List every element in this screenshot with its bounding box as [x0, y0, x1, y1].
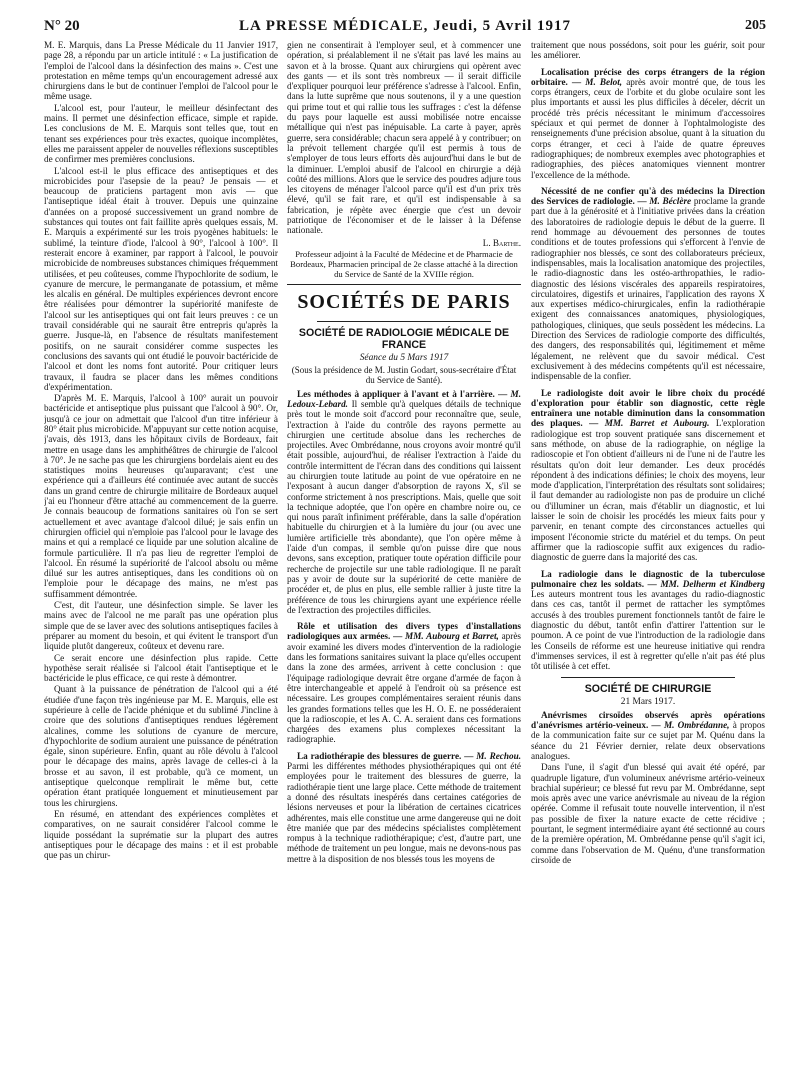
divider: [561, 677, 735, 678]
page-header: [44, 18, 766, 40]
paragraph: gien ne consentirait à l'employer seul, et à commencer une opération, si préalablement il ne s'était pas lavé les mains au savon et à la brosse. Quant aux chirurgiens qui opèrent avec des gants — et ils sont très nombreux — il serait difficile d'expliquer pourquoi leur préférence s'adresse à l'alcool. Enfin, dans la lutte suprême que nous soutenons, il y a une question qui prime tout et qui rallie tous les suffrages : c'est la défense du pays pour laquelle est aussi mobilisée notre encaisse métallique qui n'est pas inépuisable. La carte à payer, après guerre, sera considérable; chacun sera appelé à y contribuer; on la prévoit tellement chargée qu'il est permis à tous de s'employer de tous leurs efforts dès aujourd'hui dans le but de la diminuer. L'emploi abusif de l'alcool en chirurgie a déjà coûté des millions. Alors que le service des poudres adjure tous les citoyens de ménager l'alcool parce qu'il est d'un prix très élevé, qu'il se fait rare, et qu'il est indispensable à sa fabrication, je répète avec énergie que c'est un devoir patriotique de l'économiser et de le laisser à la Défense nationale.: [287, 40, 521, 236]
session-presidency: (Sous la présidence de M. Justin Godart, sous-secrétaire d'État du Service de Santé).: [291, 364, 517, 385]
session-date: 21 Mars 1917.: [620, 696, 676, 707]
communication-title: Les méthodes à appliquer à l'avant et à l'arrière.: [297, 388, 495, 399]
communication-title: Le radiologiste doit avoir le libre choix du procédé d'exploration pour établir son diagnostic, cette règle entraînera une notable diminution dans la consommation des plaques.: [531, 387, 765, 429]
divider: [287, 284, 521, 285]
communication-author: — M. Béclère: [637, 196, 692, 207]
communication-text: Parmi les différentes méthodes physiothérapiques qui ont été employées pour le traitement des blessures de guerre, la radiothérapie tient une large place. Cette méthode de traitement a donné des résultats inespérés dans certaines catégories de lésions nerveuses et pour la libération de certaines cicatrices adhérentes, mais elle constitue une arme dangereuse qui ne doit être maniée que par des médecins spécialistes complètement rompus à la technique radiothérapique; c'est, d'autre part, une méthode de traitement un peu longue, mais ne devons-nous pas mettre à la disposition de nos blessés tous les moyens de: [287, 761, 521, 864]
column-3: [531, 40, 765, 1070]
communication-title: Anévrismes cirsoïdes observés après opérations d'anévrismes artério-veineux.: [531, 709, 765, 731]
society-title: SOCIÉTÉ DE CHIRURGIE: [584, 682, 712, 695]
society-title: SOCIÉTÉ DE RADIOLOGIE MÉDICALE DE FRANCE: [298, 327, 510, 352]
communication-author: — MM. Delherm et Kindberg: [647, 578, 765, 589]
author-affiliation: Professeur adjoint à la Faculté de Médecine et de Pharmacie de Bordeaux, Pharmacien principal de 2e classe attaché à la direction du Service de Santé de la XVIIIe région.: [290, 248, 518, 279]
communication: [531, 710, 765, 761]
communication-title: Rôle et utilisation des divers types d'installations radiologiques aux armées.: [287, 621, 521, 642]
communication-title: Localisation précise des corps étrangers de la région orbitaire.: [531, 66, 765, 87]
journal-title: LA PRESSE MÉDICALE, Jeudi, 5 Avril 1917: [238, 18, 572, 34]
communication-text: L'exploration radiologique est trop souvent pratiquée sans discernement et sans méthode, on abuse de la radiographie, on néglige la radioscopie et l'on obtient d'ailleurs ni de l'une ni de l'autre les résultats qu'on doit leur demander. Les deux procédés répondent à des indications définies; le choix des moyens, leur mode d'application, l'interprétation des résultats sont solidaires; il faut demander au radiologiste non pas de produire un cliché ou d'illuminer un écran, mais d'établir un diagnostic, et lui laisser le soin de choisir les procédés les mieux faits pour y parvenir, en tenant compte des circonstances actuelles qui imposent l'économie stricte du matériel et du temps. On peut affirmer que la radioscopie suffit aux exigences du radio-diagnostic de guerre dans la majorité des cas.: [531, 418, 765, 563]
issue-number: N° 20: [44, 18, 80, 34]
column-2: [287, 40, 521, 1070]
paragraph: Quant à la puissance de pénétration de l'alcool qui a été étudiée d'une façon très ingénieuse par M. E. Marquis, elle est supérieure à celle de l'acide phénique et du sublimé J'incline à croire que des solutions d'antiseptiques rendues légèrement alcalines, comme les solutions de cyanure de mercure, d'hypochlorite de sodium auraient une puissance de pénétration égale, sinon supérieure. Enfin, quant au rôle dévolu à l'alcool pour le décapage des mains, après lavage de celles-ci à la brosse et au savon, il est probable, qu'à ce moment, un antiseptique quelconque remplirait le même but, cette opération étant pratiquée longuement et minutieusement par tous les chirurgiens.: [44, 684, 278, 808]
communication-text: à propos de la communication faite sur ce sujet par M. Quénu dans la séance du 21 Février dernier, relate deux observations analogues.: [531, 720, 765, 761]
paragraph: En résumé, en attendant des expériences complètes et comparatives, on ne saurait considérer l'alcool comme le liquide possédant la suprématie sur la plupart des autres antiseptiques pour le décapage des mains : et il est probable que pas un chirur-: [44, 808, 278, 861]
communication-author: — MM. Barret et Aubourg.: [589, 418, 710, 429]
communication: [531, 67, 765, 180]
communication-author: — M. Rechou.: [464, 750, 521, 761]
communication-title: Nécessité de ne confier qu'à des médecins la Direction des Services de radiologie.: [531, 185, 765, 207]
paragraph: traitement que nous possédons, soit pour les guérir, soit pour les améliorer.: [531, 40, 765, 61]
paragraph: C'est, dit l'auteur, une désinfection simple. Se laver les mains avec de l'alcool ne me paraît pas une opération plus simple que de se laver avec des solutions antiseptiques faciles à préparer au moment du besoin, et qui évitent le transport d'un liquide plutôt dangereux, coûteux et devenu rare.: [44, 600, 278, 652]
communication-text: proclame la grande part due à la générosité et à l'initiative privées dans la création des laboratoires de radiologie depuis le début de la guerre. Il rend hommage au dévouement des personnes de toutes conditions et de toutes professions qui s'efforcent à l'envie de radiographier nos blessés, ce sont des collaborateurs précieux, indispensables, mais la localisation anatomique des projectiles, le radio-diagnostic dans les ostéo-arthropathies, le radio-diagnostic des lésions viscérales des appareils respiratoires, circulatoires, digestifs et urinaires, l'application des rayons X aux expertises médico-chirurgicales, enfin la radiothérapie exigent des connaissances anatomiques, physiologiques, pathologiques, cliniques, que seuls possèdent les médecins. La Direction des Services de radiologie comporte des difficultés, des dangers, des responsabilités qui, légitimement et même légalement, ne relèvent que du savoir médical. C'est exclusivement à des médecins compétents qu'il est nécessaire, indispensable de la confier.: [531, 196, 765, 382]
communication-author: — M. Ledoux-Lebard.: [287, 388, 521, 409]
session-date: Séance du 5 Mars 1917: [359, 353, 449, 364]
communication: [531, 388, 765, 563]
communication-title: La radiologie dans le diagnostic de la tuberculose pulmonaire chez les soldats.: [531, 568, 765, 589]
communication-author: — M. Belot,: [571, 76, 623, 87]
paragraph: L'alcool est, pour l'auteur, le meilleur désinfectant des mains. Il permet une désinfection efficace, simple et rapide. Les conclusions de M. E. Marquis sont telles que, tout en tenant ses expériences pour très exactes, quoique incomplètes, elles me paraissent appeler de nouvelles réflexions susceptibles de confirmer mes premières conclusions.: [44, 102, 278, 165]
paragraph: Dans l'une, il s'agit d'un blessé qui avait été opéré, par quadruple ligature, d'un volumineux anévrisme artério-veineux brachial supérieur; ce blessé fut revu par M. Ombrédanne, sept mois après avec une varice anévrismale au niveau de la région opérée. Comme il refusait toute nouvelle intervention, il n'est pas possible de fixer la nature exacte de cette récidive ; pourtant, le segment intermédiaire ayant été sectionné au cours de la première opération, M. Ombrédanne pense qu'il s'agit ici, comme dans l'observation de M. Quénu, d'une transformation cirsoïde de: [531, 762, 765, 865]
communication: [531, 186, 765, 382]
communication-title: La radiothérapie des blessures de guerre.: [297, 750, 462, 761]
communication-text: Il semble qu'à quelques détails de technique près tout le monde soit d'accord pour reconnaître que, seule, l'extraction à l'aide du contrôle des rayons permette au chirurgien une certitude absolue dans les recherches de projectiles. Avec Ombrédanne, nous croyons avoir montré qu'il était possible, aujourd'hui, de réaliser l'extraction à l'aide du contrôle intermittent de l'écran dans des conditions qui laissent au chirurgien toute latitude au point de vue opératoire en ne l'exposant à aucun danger d'absorption de rayons X, s'il se conforme strictement à nos prescriptions. Mais, quelle que soit la technique adoptée, que l'on opère en chambre noire ou, ce qui nous paraît infiniment préférable, dans la salle d'opération habituelle du chirurgien et à la lumière du jour (ou avec une lumière artificielle très abondante), que l'on opère même à l'aide d'un compas, il semble qu'on puisse dire que nous devons, sans exception, pratiquer toute opération difficile pour recherche de projectile sur une table radiologique. Il ne paraît pas y avoir de doute sur la supériorité de cette manière de procéder et, de plus en plus, elle semble rallier à juste titre la préférence de tous les chirurgiens ayant une expérience réelle de l'extraction des projectiles difficiles.: [287, 398, 521, 615]
divider: [317, 321, 491, 322]
communication-author: — M. Ombrédanne,: [651, 720, 730, 731]
author-signature: L. Barthe.: [482, 237, 521, 248]
section-title: SOCIÉTÉS DE PARIS: [297, 291, 511, 314]
communication: [531, 569, 765, 672]
page-number: 205: [745, 18, 766, 33]
paragraph: D'après M. E. Marquis, l'alcool à 100° aurait un pouvoir bactéricide et antiseptique plus puissant que l'alcool à 90°. Or, jusqu'à ce jour on admettait que l'alcool d'un titre inférieur à 80° était plus microbicide. M'appuyant sur cette notion acquise, j'avais, dès 1913, dans les hôpitaux civils de Bordeaux, fait mettre en usage dans les amphithéâtres de chirurgie de l'alcool à 70°. Je ne sache pas que les chirurgiens bordelais aient eu des statistiques moins heureuses qu'auparavant; c'est une expérience qui a d'ailleurs été continuée avec autant de succès dans un grand centre de chirurgie militaire de Bordeaux auquel j'ai eu l'honneur d'être attaché au commencement de la guerre. Je connais beaucoup de formations sanitaires où l'on se sert actuellement et avec avantage d'alcool dilué; je sais enfin un chirurgien officiel qui n'emploie pas l'alcool pour le lavage des mains et qui a remplacé ce liquide par une solution alcaline de formule particulière. Il n'a pas lieu de regretter l'emploi de l'alcool. En résumé la supériorité de l'alcool absolu ou même dilué sur les autres antiseptiques, dans les conditions où on l'emploie pour le décapage des mains, ne m'est pas suffisamment démontrée.: [44, 393, 278, 599]
communication-author: — MM. Aubourg et Barret,: [393, 631, 499, 642]
communication: [287, 621, 521, 745]
communication-text: après avoir montré que, de tous les corps étrangers, ceux de l'orbite et du globe oculaire sont les plus importants et aussi les plus difficiles à déceler, décrit un procédé très précis nécessitant le minimum d'accessoires spéciaux et qui permet de donner à l'ophtalmologiste des renseignements d'une précision absolue, quant à la situation du corps étranger, et ceci à l'aide de quatre épreuves radiographiques; de nombreux exemples avec photographies et radiographies, des pièces anatomiques viennent montrer l'excellence de la méthode.: [531, 76, 765, 180]
paragraph: L'alcool est-il le plus efficace des antiseptiques et des microbicides pour l'asepsie de la peau? Je pensais — et beaucoup de praticiens partagent mon avis — que l'antiseptique idéal était à trouver. Depuis une quinzaine d'années on a proposé successivement un grand nombre de substances qui toutes ont fait faillite après quelques essais, M. E. Marquis a expérimenté sur les trois pyogènes habituels: le sublimé, la teinture d'iode, l'alcool à 90°, l'alcool à 100°. Il resterait encore à examiner, par rapport à l'alcool, le pouvoir microbicide de nombreuses substances chimiques fréquemment utilisées, et peu coûteuses, comme l'hypochlorite de sodium, le cyanure de mercure, le permanganate de potassium, et même les alcalis en général. De multiples expériences devront encore être réalisées pour démontrer la supériorité manifeste de l'alcool sur les antiseptiques qui ont fait leurs preuves : ce un travail considérable qui ne saurait être entrepris qu'après la guerre. Jusque-là, en l'absence de résultats manifestement positifs, on ne saurait considérer comme suspectes les conclusions des savants qui ont étudié le pouvoir bactéricide de l'alcool et dont les noms font autorité. Pour critiquer leurs travaux, il faudra se placer dans les mêmes conditions d'expérimentation.: [44, 165, 278, 392]
paragraph: M. E. Marquis, dans La Presse Médicale du 11 Janvier 1917, page 28, a répondu par un article intitulé : « La justification de l'emploi de l'alcool dans la désinfection des mains ». C'est une protestation en même temps qu'un encouragement adressé aux chirurgiens dans le but de continuer l'emploi de l'alcool pour le même usage.: [44, 40, 278, 102]
communication-text: Les auteurs montrent tous les avantages du radio-diagnostic dans ces cas, tantôt il permet de rattacher les symptômes accusés à des troubles purement fonctionnels tantôt de faire le diagnostic du début, tantôt enfin d'attirer l'attention sur le poumon. A ce point de vue l'introduction de la radiologie dans les Conseils de réforme est une heureuse initiative qui rendra d'immenses services, il est à regretter qu'elle n'ait pas été plus tôt utilisée à cet effet.: [531, 589, 765, 672]
communication-text: après avoir examiné les divers modes d'intervention de la radiologie dans les formations sanitaires suivant la place qu'elles occupent dans la zone des armées, arrivent à cette conclusion : que l'équipage radiologique devrait être organe d'armée de façon à être interchangeable et appelé à l'endroit où sa présence est nécessaire. Les groupes complémentaires seraient réunis dans les grandes formations telles que les H. O. E. ne posséderaient que la radioscopie, et les A. C. A. seraient dans ces formations chargées des examens plus complexes nécessitant la radiographie.: [287, 631, 521, 745]
communication: [287, 751, 521, 864]
column-1: [44, 40, 278, 1070]
communication: [287, 389, 521, 616]
paragraph: Ce serait encore une désinfection plus rapide. Cette hypothèse serait réalisée si l'alcool était l'antiseptique et le bactéricide le plus efficace, ce qui reste à démontrer.: [44, 652, 278, 684]
